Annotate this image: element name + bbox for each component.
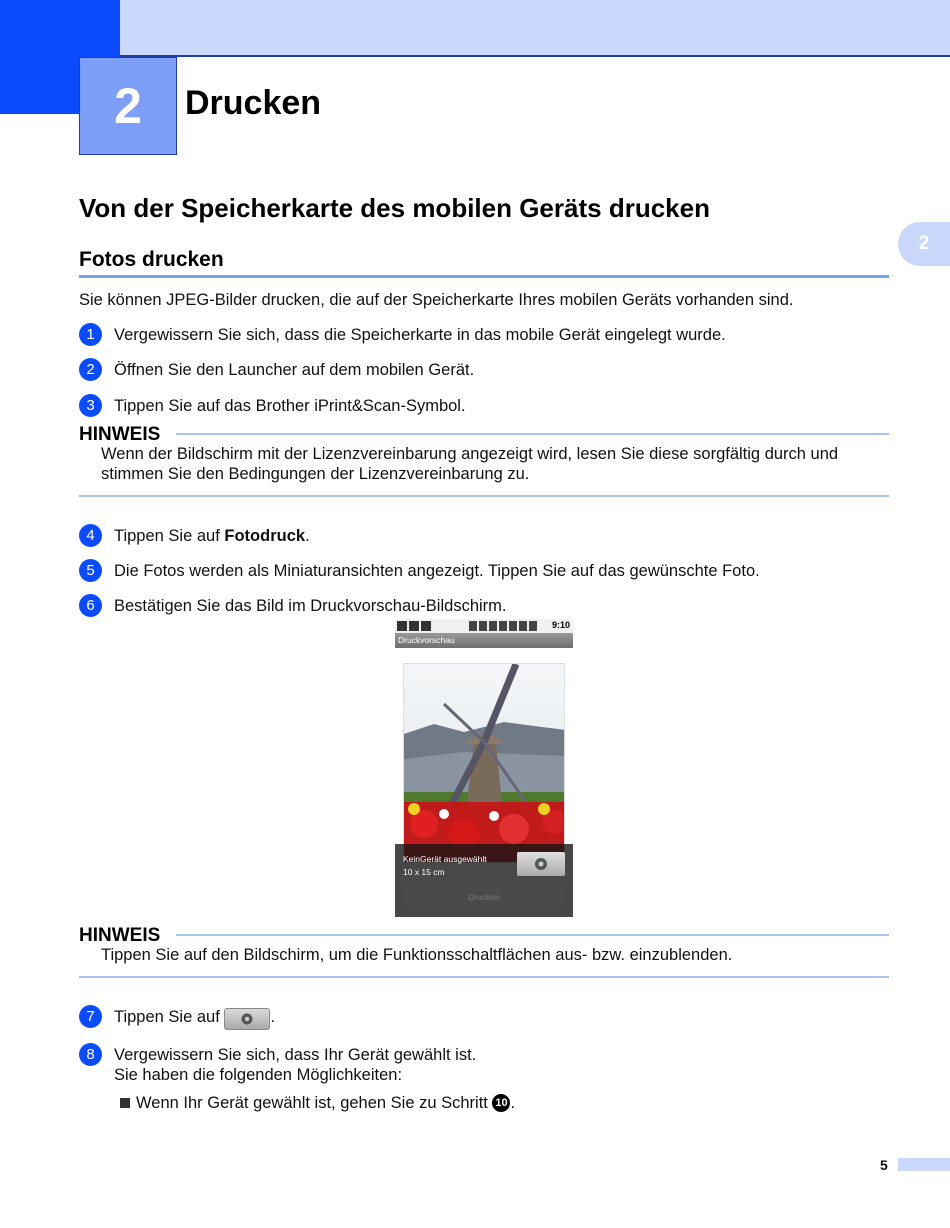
settings-icon	[533, 856, 549, 872]
step-text: Öffnen Sie den Launcher auf dem mobilen Gerät.	[114, 361, 475, 379]
chapter-title: Drucken	[185, 84, 322, 122]
note-text: Tippen Sie auf den Bildschirm, um die Funktionsschaltflächen aus- bzw. einzublenden.	[101, 946, 733, 964]
section-title: Von der Speicherkarte des mobilen Geräts drucken	[79, 193, 710, 223]
page-number-bar	[898, 1158, 950, 1171]
chapter-number: 2	[79, 57, 177, 155]
step-reference[interactable]: 10	[492, 1094, 510, 1112]
intro-text: Sie können JPEG-Bilder drucken, die auf der Speicherkarte Ihres mobilen Geräts vorhanden sind.	[79, 291, 794, 309]
step-text: Bestätigen Sie das Bild im Druckvorschau-Bildschirm.	[114, 597, 507, 615]
step-text: Vergewissern Sie sich, dass die Speicherkarte in das mobile Gerät eingelegt wurde.	[114, 326, 726, 344]
print-panel	[395, 844, 573, 917]
step-text: Tippen Sie auf das Brother iPrint&Scan-Symbol.	[114, 397, 466, 415]
note-heading: HINWEIS	[79, 424, 161, 445]
note-rule	[176, 433, 889, 435]
windmill-photo	[404, 664, 565, 863]
preview-photo[interactable]	[403, 663, 565, 863]
step-3	[79, 396, 466, 417]
step-8	[79, 1045, 476, 1085]
note-heading: HINWEIS	[79, 925, 161, 946]
system-icons	[469, 621, 537, 631]
print-preview-screenshot	[395, 619, 573, 917]
step-number: 8	[79, 1043, 102, 1066]
device-status[interactable]: KeinGerät ausgewählt	[403, 854, 487, 864]
step-number: 1	[79, 323, 102, 346]
note-end-rule	[79, 495, 889, 497]
step-2	[79, 360, 474, 381]
screen-title: Druckvorschau	[395, 633, 573, 648]
step-6	[79, 596, 506, 617]
step-number: 3	[79, 394, 102, 417]
bullet-square-icon	[120, 1098, 130, 1108]
note-text: Wenn der Bildschirm mit der Lizenzvereinbarung angezeigt wird, lesen Sie diese sorgfältig durch und stimmen Sie den Bedingungen der Lizenzvereinbarung zu.	[101, 445, 839, 483]
note-end-rule	[79, 976, 889, 978]
bullet-text: Wenn Ihr Gerät gewählt ist, gehen Sie zu Schritt	[136, 1094, 488, 1112]
subsection-title: Fotos drucken	[79, 248, 224, 271]
page-number: 5	[880, 1157, 888, 1173]
step-text-line: Vergewissern Sie sich, dass Ihr Gerät gewählt ist.	[114, 1046, 477, 1064]
side-tab-chapter[interactable]: 2	[898, 222, 950, 266]
subsection-rule	[79, 275, 889, 278]
step-4	[79, 526, 310, 547]
settings-icon	[240, 1012, 254, 1026]
settings-button[interactable]	[517, 852, 565, 876]
step-number: 5	[79, 559, 102, 582]
step-7	[79, 1007, 275, 1030]
step-text-part: .	[270, 1008, 275, 1026]
menu-label-fotodruck: Fotodruck	[224, 527, 306, 545]
step-number: 2	[79, 358, 102, 381]
paper-size[interactable]: 10 x 15 cm	[403, 867, 445, 877]
notification-icons	[397, 621, 431, 631]
step-text-part: Tippen Sie auf	[114, 527, 225, 545]
step-text-line: Sie haben die folgenden Möglichkeiten:	[114, 1066, 403, 1084]
status-bar	[395, 619, 573, 633]
step-1	[79, 325, 726, 346]
step-text	[114, 1007, 275, 1030]
step-5	[79, 561, 760, 582]
note-rule	[176, 934, 889, 936]
step-text	[114, 526, 310, 546]
step-number: 4	[79, 524, 102, 547]
step-text-part: Tippen Sie auf	[114, 1008, 225, 1026]
status-time: 9:10	[551, 620, 570, 630]
step-text	[114, 1045, 476, 1085]
option-bullet	[120, 1093, 515, 1113]
bullet-text-end: .	[510, 1094, 516, 1112]
print-button[interactable]: Drucken	[403, 888, 565, 906]
settings-button-inline	[224, 1008, 270, 1030]
step-text: Die Fotos werden als Miniaturansichten angezeigt. Tippen Sie auf das gewünschte Foto.	[114, 562, 760, 580]
step-number: 6	[79, 594, 102, 617]
header-band	[0, 0, 950, 57]
step-number: 7	[79, 1005, 102, 1028]
step-text-part: .	[305, 527, 310, 545]
